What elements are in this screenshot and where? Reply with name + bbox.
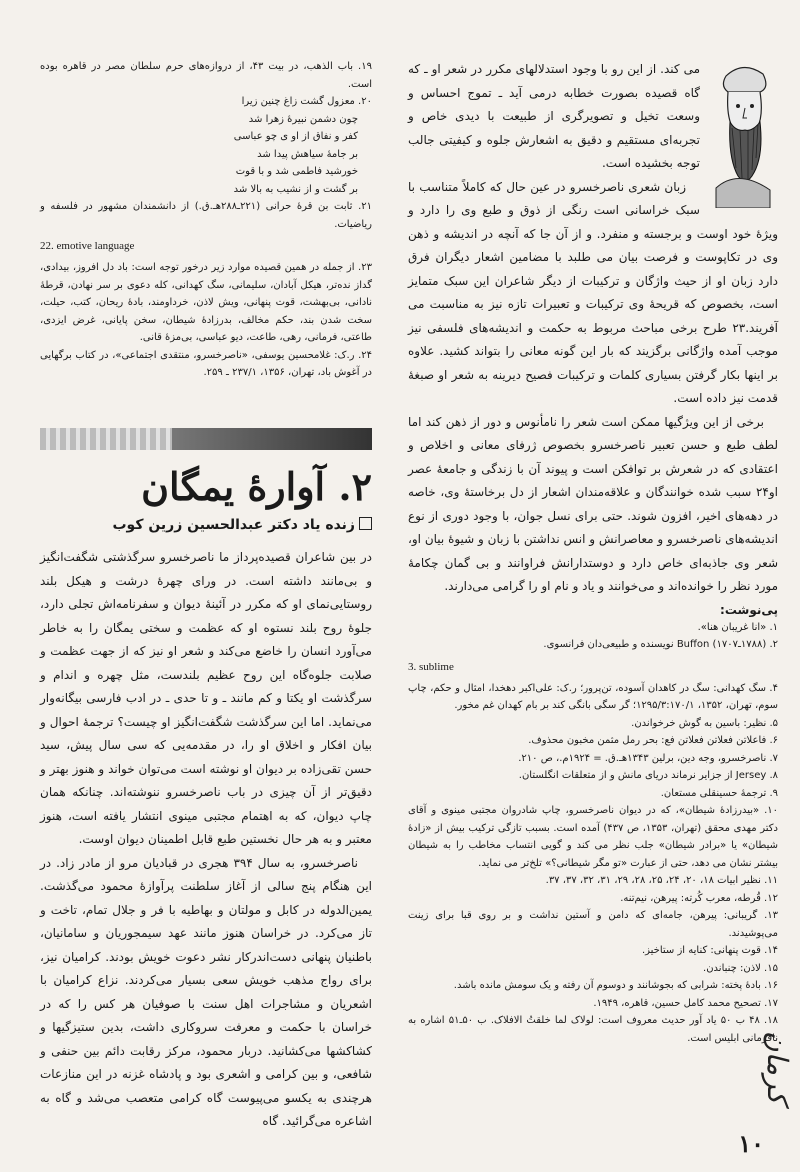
note-item: ۹. ترجمهٔ حسینقلی مستعان. — [660, 787, 778, 799]
note-item: ۱۱. نظیر ابیات ۱۸، ۲۰، ۲۴، ۲۵، ۲۸، ۲۹، ۳۱، ۳۲، ۳۷، ۳۷. — [545, 875, 778, 886]
note-item: ۱۸. ۴۸ ب ۵۰ یاد آور حدیث معروف است: لولاک لما خلقتُ الافلاک. ب ۵۰ـ۵۱ اشاره به نافرمانی ابلیس است. — [408, 1015, 778, 1044]
poet-portrait — [708, 58, 778, 208]
note-latin: 22. emotive language — [40, 240, 135, 252]
portrait-sketch-icon — [708, 58, 778, 208]
poem-line: بر جامهٔ سیاهش پیدا شد — [257, 148, 358, 160]
note-item: ۱۲. قُرطه، معرب کُرته: پیرهن، نیم‌تنه. — [620, 892, 778, 904]
note-item: ۱۷. تصحیح محمد کامل حسین، قاهره، ۱۹۴۹. — [593, 997, 778, 1009]
article-author — [40, 514, 372, 536]
magazine-logo: کرمان — [761, 1031, 794, 1104]
note-item: ۴. سگ کهدانی: سگ در کاهدان آسوده، تن‌پرور؛ ر.ک: علی‌اکبر دهخدا، امثال و حکم، چاپ سوم، تهران، ۱۳۵۲، ۱۲۹۵/۳:۱۷۰/۱؛ گر سگی بانگی کند بر بام کهدان غم مخور. — [408, 682, 778, 711]
poem-line: چون دشمن نبیرهٔ زهرا شد — [248, 113, 358, 125]
left-column-notes — [40, 58, 372, 382]
note-item: ۲۱. ثابت بن قرهٔ حرانی (۲۲۱ـ۲۸۸هـ.ق.) از دانشمندان مشهور در فلسفه و ریاضیات. — [40, 201, 373, 230]
page-number: ۱۰ — [738, 1129, 764, 1158]
note-item: ۸. Jersey از جزایر نرماند دریای مانش و از متعلقات انگلستان. — [518, 770, 778, 781]
note-item: ۵. نظیر: باسین به گوش خرخواندن. — [631, 717, 778, 729]
note-item: ۱۹. باب الذهب، در بیت ۴۳، از دروازه‌های حرم سلطان مصر در قاهره بوده است. — [40, 61, 372, 90]
note-item: ۲۴. ر.ک: غلامحسین یوسفی، «ناصرخسرو، منتقدی اجتماعی»، در کتاب برگهایی در آغوش باد، تهران، ۱۳۵۶، ۲۳۷/۱ ـ ۲۵۹. — [40, 349, 372, 378]
paragraph: برخی از این ویژگیها ممکن است شعر را نامأنوس و دور از ذهن کند اما لطف طبع و حسن تعبیر ناصرخسرو بخصوص ژرفای معانی و اخلاص و اعتقادی که در شعرش بر توافکن است و پیوند آن با زندگی و جامعهٔ عصر او۲۴ سبب شده خوانندگان و علاقه‌مندان اشعار از دل برخاستهٔ وی، خاصه در دهه‌های اخیر، افزون شوند. حتی برای نسل جوان، با وجود دوری از نوع اندیشه‌های ناصرخسرو و معاصرانش و انس نداشتن با زبان و شیوهٔ بیان او، شعر وی جاذبه‌ای خاص دارد و دوستدارانش فراوانند و بی گمان چکامهٔ مورد نظر را خوانده‌اند و می‌خوانند و یاد و نام او را گرامی می‌دارند. — [408, 414, 778, 593]
paragraph: زبان شعری ناصرخسرو در عین حال که کاملاً متناسب با سبک خراسانی است رنگی از ذوق و طبع وی را دارد و ویژهٔ خود اوست و برجسته و منفرد. و از آن جا که آنچه در اندیشه و ذهن وی در تکاپوست و فرصت بیان می طلبد با مضامین اشعار دیگران فرق دارد زبان او از حیث واژگان و ترکیبات از دیگر شاعران این سبک متمایز است، بخصوص که قریحهٔ وی ترکیبات و تعبیرات تازه نیز به مناسبت می آفریند.۲۳ طرح برخی مباحث مربوط به حکمت و اندیشه‌های فلسفی نیز موجب آمده واژگانی برگزیند که بار این گونه معانی را بتواند کشید. علاوه بر اینها بکار گرفتن بسیاری کلمات و ترکیبات فصیح دیرینه به شعر او صبغهٔ قدمت نیز داده است. — [408, 179, 778, 405]
author-name: زنده یاد دکتر عبدالحسین زرین کوب — [112, 517, 355, 533]
note-latin: 3. sublime — [408, 660, 454, 673]
notes-list — [40, 198, 372, 233]
notes-list — [40, 259, 372, 382]
note-item: ۱. «انا غریبان هنا». — [697, 621, 778, 633]
notes-list — [40, 58, 372, 111]
poem-line: بر گشت و از نشیب به بالا شد — [233, 183, 358, 195]
note-item: ۷. ناصرخسرو، وجه دین، برلین ۱۳۴۳هـ.ق. = ۱۹۲۴م.، ص ۲۱۰. — [518, 752, 778, 764]
note-item: ۱۰. «بیدرزادهٔ شیطان»، که در دیوان ناصرخسرو، چاپ شادروان مجتبی مینوی و آقای دکتر مهدی محقق (تهران، ۱۳۵۳، ص ۴۳۷) آمده است. بسبب تازگی ترکیب بیش از «زادهٔ شیطان» یا «برادر شیطان» جلب نظر می کند و گویی انتساب مخاطب را به شیطان بیشتر نشان می دهد، حتی از عبارت «تو مگر شیطانی؟» تلخ‌تر می نماید. — [408, 805, 778, 869]
paragraph: در بین شاعران قصیده‌پرداز ما ناصرخسرو سرگذشتی شگفت‌انگیز و بی‌مانند داشته است. در ورای چهرهٔ درشت و هیکل بلند روستایی‌نمای او که مکرر در آئینهٔ دیوان و سفرنامه‌اش تجلی دارد، جلوهٔ روح بلند نستوه او که عظمت و سختی یمگان را به خاطر می‌آورد انسان را خاضع می‌کند و شعر او نیز که از جهت عظمت و صلابت جلوه‌گاه این روح عظیم بلندست، مثل چهره و اندام و سرگذشت او یکتا و کم مانند ـ و تا حدی ـ در ادب فارسی بیگانه‌وار می‌نماید. اما این سرگذشت شگفت‌انگیز او چیست؟ ترجمهٔ احوال و بیان افکار و اخلاق او را، در مقدمه‌یی که سی سال پیش، سید حسن تقی‌زاده بر دیوان او نوشته است می‌توان خواند و هنوز بهتر و دقیق‌تر از آن چیزی در باب ناصرخسرو ننوشته‌اند. چنانکه همان چاپ دیوان، که به اهتمام مجتبی مینوی انتشار یافته است، هنوز معتبر و به هر حال نخستین طبع قابل اطمینان دیوان اوست. — [40, 550, 372, 846]
paragraph: ناصرخسرو، به سال ۳۹۴ هجری در قبادیان مرو از مادر زاد. در این هنگام پنج سالی از آغاز سلطنت پرآوازهٔ محمود می‌گذشت. یمین‌الدوله در کابل و مولتان و بهاطیه با فر و جلال تمام، تاخت و تاز می‌کرد. در خراسان هنوز مانند عهد سیمجوریان و سامانیان، باطنیان پنهانی دست‌اندرکار نشر دعوت خویش بودند. کرامیان نیز، برای رواج مذهب خویش سعی بسیار می‌کردند. نزاع کرامیان با اشعریان و مشاجرات اهل سنت با صوفیان هر کس را که در خراسان با حکمت و معرفت سروکاری داشت، بدین ستیزگیها و کشاکشها می‌کشانید. دربار محمود، مرکز رقابت دائم بین حنفی و شافعی، و بین کرامی و اشعری بود و پادشاه غزنه در این منازعات هرچندی به یکسو می‌پیوست گاه کرامی متعصب می‌شد و گاه به اشاعره می‌گرائید. گاه — [40, 855, 372, 1128]
note-item: ۲۳. از جمله در همین قصیده موارد زیر درخور توجه است: باد دل افروز، بیدادی، گداز نده‌تر، هیکل آبادان، سلیمانی، سگ کهدانی، کله دعوی بر سر نهادن، قرطهٔ نادانی، بی‌بهشت، قوت پنهانی، ویش لاذن، خرداومند، بادهٔ ریحان، کتب، حیلت، سخت شدن بند، حکم مخالف، بدرزادهٔ شیطان، سخن پایانی، غرض ایزدی، طاعتی، فرمانی، رهی، طاعت، دیو عباسی، بی‌مزهٔ قانی. — [40, 262, 372, 343]
article-text — [40, 546, 372, 1134]
article-title: ۲. آوارهٔ یمگان — [141, 464, 372, 509]
note-item: ۱۶. بادهٔ پخته: شرابی که بجوشانند و دوسوم آن رفته و یک سومش مانده باشد. — [453, 980, 778, 991]
note-item: ۶. فاعلاتن فعلاتن فعلاتن فع: بحر رمل مثمن مخبون محذوف. — [528, 735, 778, 746]
note-item: ۱۵. لاذن: چنباندن. — [703, 962, 778, 974]
section-divider-dark — [40, 428, 372, 450]
paragraph: می کند. از این رو با وجود استدلالهای مکرر در شعر او ـ که گاه قصیده بصورت خطابه درمی آید ـ تموج احساس و وسعت تخیل و تصویرگری از طبیعت با دیدی خاص و تجربه‌ای مستقیم و دقیق به اشعارش جلوه و کیفیتی جالب توجه بخشیده است. — [408, 62, 700, 170]
notes-list — [408, 680, 778, 1048]
note-item: ۱۴. قوت پنهانی: کنایه از ستاخیز. — [641, 945, 778, 956]
right-column — [408, 58, 778, 1047]
note-item: ۲. (۱۷۸۸ـ۱۷۰۷) Buffon نویسنده و طبیعی‌دان فرانسوی. — [543, 639, 778, 650]
notes-heading: پی‌نوشت: — [720, 602, 778, 617]
note-item: ۱۳. گریبانی: پیرهن، جامه‌ای که دامن و آستین نداشت و بر روی قبا برای زینت می‌پوشیدند. — [408, 910, 778, 939]
poem-line: کفر و نفاق از او ی چو عباسی — [233, 131, 358, 142]
poem-line: خورشید فاطمی شد و با قوت — [235, 166, 358, 177]
article — [40, 462, 372, 1134]
checkbox-icon — [359, 517, 372, 530]
notes-list — [408, 619, 778, 654]
note-item: ۲۰. معزول گشت زاغ چنین زیرا — [241, 96, 372, 107]
poem-block — [40, 111, 372, 199]
